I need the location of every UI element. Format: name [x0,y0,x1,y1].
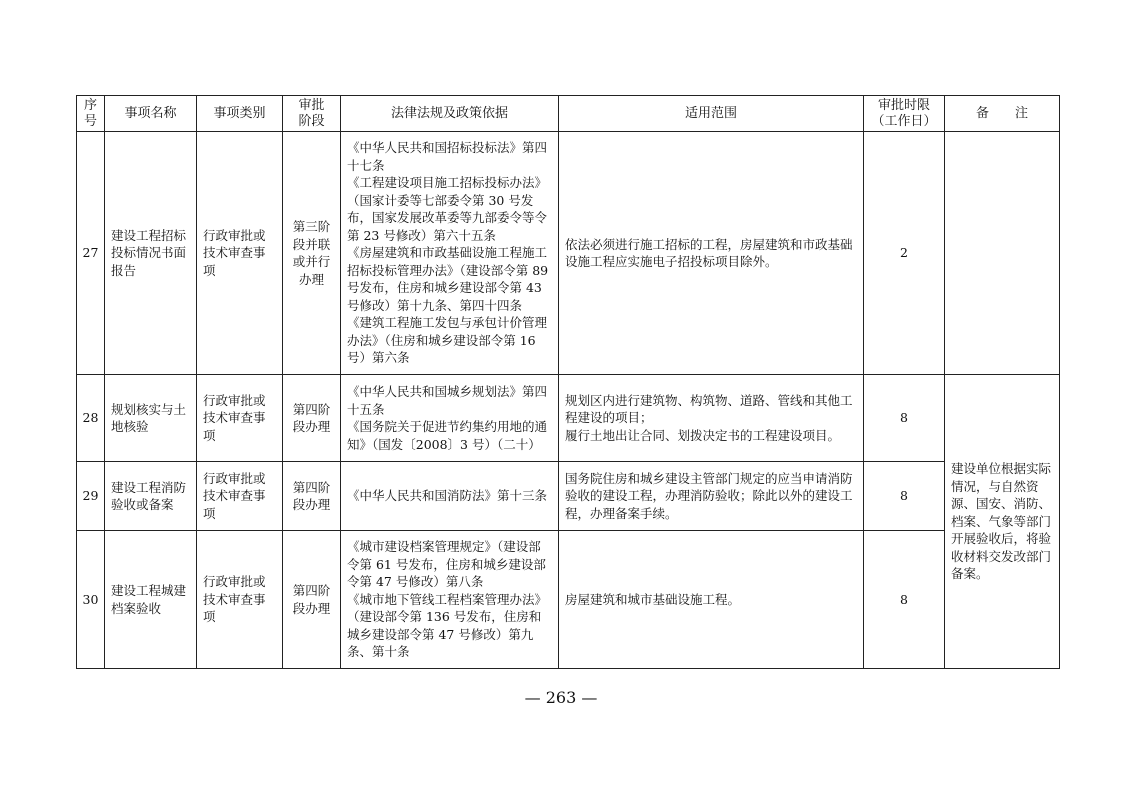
header-stage: 审批 阶段 [283,96,341,132]
table-row [77,132,1060,375]
row-basis: 《中华人民共和国招标投标法》第四十七条 《工程建设项目施工招标投标办法》（国家计委等七部委令第 30 号发布，国家发展改革委等九部委令等令第 23 号修改）第六十五条 《房屋建筑和市政基础设施工程施工招标投标管理办法》（建设部令第 89 号发布，住房和城乡建设部令第 43 号修改）第十九条、第四十四条 《建筑工程施工发包与承包计价管理办法》（住房和城乡建设部令第 16 号）第六条 [341,132,559,375]
page-number: — 263 — [524,688,598,707]
header-remarks: 备 注 [945,96,1060,132]
header-category: 事项类别 [197,96,283,132]
row-category: 行政审批或技术审查事项 [197,375,283,462]
row-stage: 第四阶段办理 [283,375,341,462]
table-header-row [77,96,1060,132]
row-seq: 30 [77,531,105,669]
row-basis: 《城市建设档案管理规定》（建设部令第 61 号发布，住房和城乡建设部令第 47 号修改）第八条 《城市地下管线工程档案管理办法》（建设部令第 136 号发布，住房和城乡建设部令第 47 号修改）第九条、第十条 [341,531,559,669]
row-basis: 《中华人民共和国城乡规划法》第四十五条 《国务院关于促进节约集约用地的通知》（国发〔2008〕3 号）（二十） [341,375,559,462]
row-time: 8 [864,531,945,669]
row-scope: 国务院住房和城乡建设主管部门规定的应当申请消防验收的建设工程，办理消防验收；除此以外的建设工程，办理备案手续。 [559,462,864,531]
table-row [77,531,1060,669]
row-scope: 依法必须进行施工招标的工程，房屋建筑和市政基础设施工程应实施电子招投标项目除外。 [559,132,864,375]
row-seq: 27 [77,132,105,375]
table-row [77,462,1060,531]
row-category: 行政审批或技术审查事项 [197,132,283,375]
row-time: 8 [864,462,945,531]
approval-items-table [76,95,1060,669]
row-name: 建设工程消防验收或备案 [105,462,197,531]
row-name: 建设工程招标投标情况书面报告 [105,132,197,375]
header-scope: 适用范围 [559,96,864,132]
header-basis: 法律法规及政策依据 [341,96,559,132]
header-time: 审批时限 （工作日） [864,96,945,132]
header-seq: 序 号 [77,96,105,132]
table-row [77,375,1060,462]
row-basis: 《中华人民共和国消防法》第十三条 [341,462,559,531]
row-time: 8 [864,375,945,462]
row-seq: 28 [77,375,105,462]
row-category: 行政审批或技术审查事项 [197,531,283,669]
row-scope: 房屋建筑和城市基础设施工程。 [559,531,864,669]
header-name: 事项名称 [105,96,197,132]
row-category: 行政审批或技术审查事项 [197,462,283,531]
shared-remark-cell: 建设单位根据实际情况，与自然资源、国安、消防、档案、气象等部门开展验收后，将验收材料交发改部门备案。 [945,375,1060,669]
row-stage: 第四阶段办理 [283,531,341,669]
row-scope: 规划区内进行建筑物、构筑物、道路、管线和其他工程建设的项目； 履行土地出让合同、划拨决定书的工程建设项目。 [559,375,864,462]
row-stage: 第四阶段办理 [283,462,341,531]
row-seq: 29 [77,462,105,531]
row-remarks [945,132,1060,375]
row-name: 规划核实与土地核验 [105,375,197,462]
row-name: 建设工程城建档案验收 [105,531,197,669]
row-stage: 第三阶段并联或并行办理 [283,132,341,375]
row-time: 2 [864,132,945,375]
